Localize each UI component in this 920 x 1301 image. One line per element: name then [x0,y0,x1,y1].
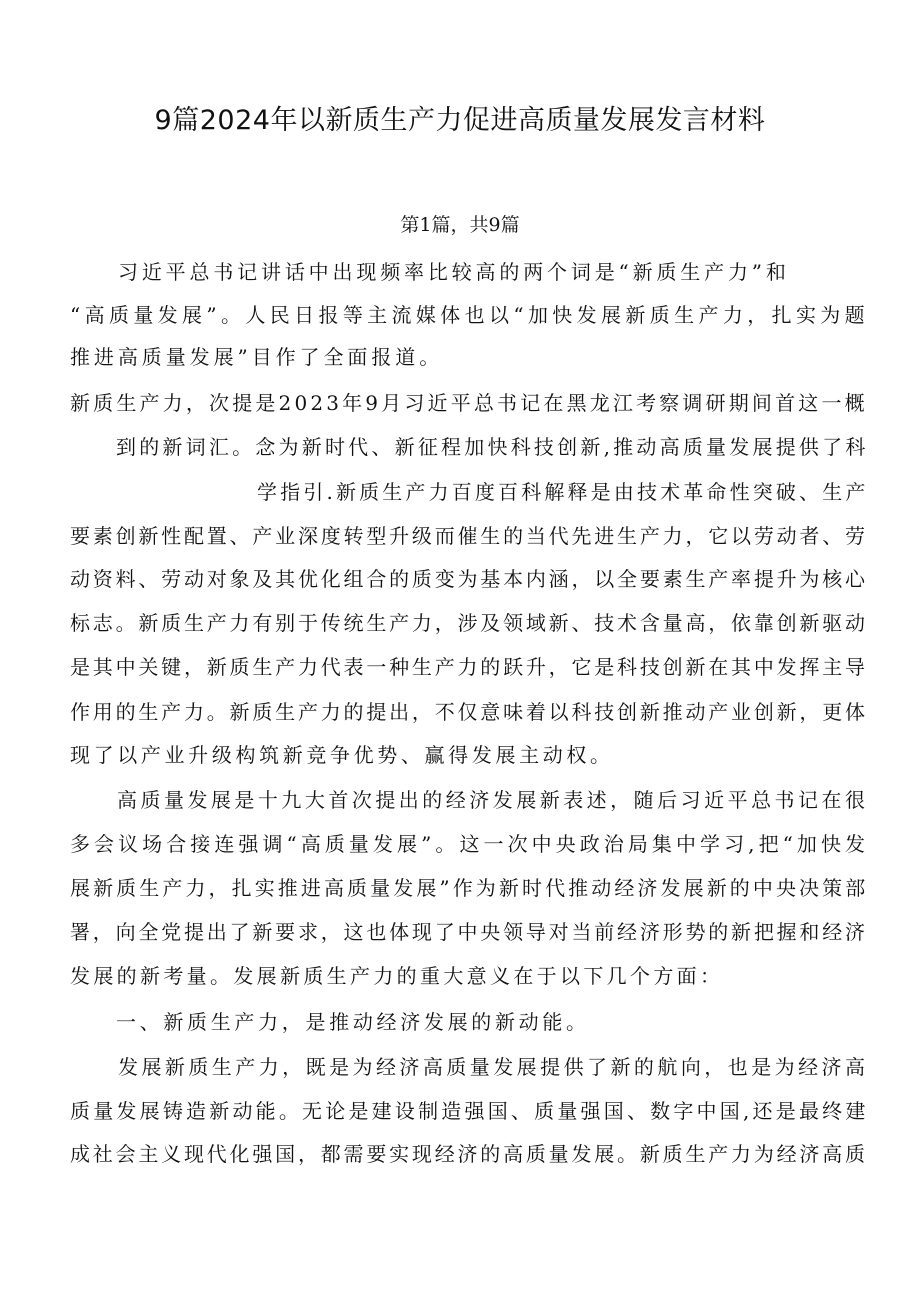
body-line: 成社会主义现代化强国，都需要实现经济的高质量发展。新质生产力为经济高质 [70,1142,868,1166]
body-line: 推进高质量发展”目作了全面报道。 [70,345,444,369]
body-line: 署，向全党提出了新要求，这也体现了中央领导对当前经济形势的新把握和经济 [70,920,868,944]
body-line: 发展的新考量。发展新质生产力的重大意义在于以下几个方面： [70,964,724,988]
body-line: 发展新质生产力，既是为经济高质量发展提供了新的航向，也是为经济高 [118,1055,869,1079]
body-line: 高质量发展是十九大首次提出的经济发展新表述，随后习近平总书记在很 [117,788,869,812]
body-line: 动资料、劳动对象及其优化组合的质变为基本内涵，以全要素生产率提升为核心 [70,567,868,591]
body-line: 到的新词汇。念为新时代、新征程加快科技创新,推动高质量发展提供了科 [116,435,869,459]
section-heading: 一、新质生产力，是推动经济发展的新动能。 [116,1010,590,1034]
body-line: 现了以产业升级构筑新竞争优势、赢得发展主动权。 [70,743,614,767]
body-line: “高质量发展”。人民日报等主流媒体也以“加快发展新质生产力，扎实为题 [70,303,870,327]
body-line: 是其中关键，新质生产力代表一种生产力的跃升，它是科技创新在其中发挥主导 [70,655,868,679]
body-line: 展新质生产力，扎实推进高质量发展”作为新时代推动经济发展新的中央决策部 [70,876,869,900]
body-line: 标志。新质生产力有别于传统生产力，涉及领域新、技术含量高，依靠创新驱动 [70,611,868,635]
document-subtitle: 第1篇，共9篇 [400,214,520,236]
body-line: 要素创新性配置、产业深度转型升级而催生的当代先进生产力，它以劳动者、劳 [70,524,868,548]
body-line: 作用的生产力。新质生产力的提出，不仅意味着以科技创新推动产业创新，更体 [70,700,868,724]
body-line: 学指引.新质生产力百度百科解释是由技术革命性突破、生产 [257,480,869,504]
body-line: 质量发展铸造新动能。无论是建设制造强国、质量强国、数字中国,还是最终建 [70,1099,869,1123]
body-line: 新质生产力，次提是2023年9月习近平总书记在黑龙江考察调研期间首这一概 [70,391,868,415]
body-line: 多会议场合接连强调“高质量发展”。这一次中央政治局集中学习,把“加快发 [70,832,870,856]
body-line: 习近平总书记讲话中出现频率比较高的两个词是“新质生产力”和 [118,260,790,284]
document-title: 9篇2024年以新质生产力促进高质量发展发言材料 [154,105,766,136]
